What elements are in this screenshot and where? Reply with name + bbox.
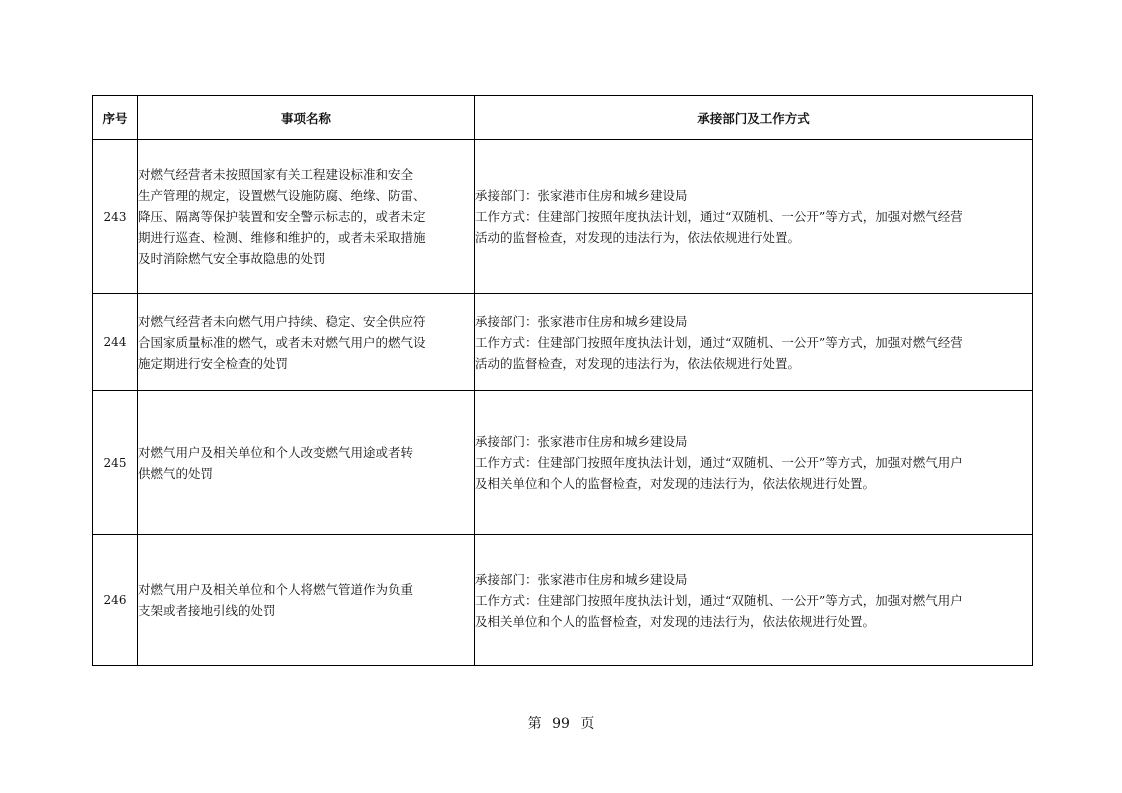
row-serial-number: 243 xyxy=(93,140,138,294)
header-serial-number: 序号 xyxy=(93,96,138,140)
item-text-line: 施定期进行安全检查的处罚 xyxy=(138,355,289,371)
dept-text-line: 工作方式：住建部门按照年度执法计划，通过“双随机、一公开”等方式，加强对燃气经营 xyxy=(475,209,963,224)
dept-text-line: 承接部门：张家港市住房和城乡建设局 xyxy=(475,571,688,587)
item-text-line: 对燃气用户及相关单位和个人改变燃气用途或者转 xyxy=(138,444,414,460)
item-text-line: 对燃气经营者未按照国家有关工程建设标准和安全 xyxy=(138,167,414,182)
item-text-line: 对燃气用户及相关单位和个人将燃气管道作为负重 xyxy=(138,582,414,597)
dept-text-line: 工作方式：住建部门按照年度执法计划，通过“双随机、一公开”等方式，加强对燃气经营 xyxy=(475,334,963,350)
matters-table xyxy=(92,95,1033,666)
item-text-line: 降压、隔离等保护装置和安全警示标志的，或者未定 xyxy=(138,209,426,224)
page-number-value: 99 xyxy=(552,716,570,732)
item-text-line: 对燃气经营者未向燃气用户持续、稳定、安全供应符 xyxy=(138,313,426,329)
item-text-line: 期进行巡查、检测、维修和维护的，或者未采取措施 xyxy=(138,230,426,245)
table-row xyxy=(93,535,1033,666)
item-text-line: 支架或者接地引线的处罚 xyxy=(138,603,276,618)
dept-text-line: 活动的监督检查，对发现的违法行为，依法依规进行处置。 xyxy=(475,355,801,371)
row-department-and-method xyxy=(475,535,1033,666)
row-serial-number: 244 xyxy=(93,294,138,391)
row-item-name xyxy=(138,294,475,391)
row-serial-number: 246 xyxy=(93,535,138,666)
dept-text-line: 承接部门：张家港市住房和城乡建设局 xyxy=(475,313,688,329)
table-row xyxy=(93,391,1033,535)
item-text-line: 供燃气的处罚 xyxy=(138,465,214,481)
table-header-row xyxy=(93,96,1033,140)
row-item-name xyxy=(138,535,475,666)
row-item-name xyxy=(138,140,475,294)
page-number xyxy=(0,713,1122,733)
page-number-prefix: 第 xyxy=(527,716,542,732)
dept-text-line: 及相关单位和个人的监督检查，对发现的违法行为，依法依规进行处置。 xyxy=(475,476,876,491)
item-text-line: 生产管理的规定，设置燃气设施防腐、绝缘、防雷、 xyxy=(138,188,426,203)
page-number-suffix: 页 xyxy=(580,716,595,732)
dept-text-line: 工作方式：住建部门按照年度执法计划，通过“双随机、一公开”等方式，加强对燃气用户 xyxy=(475,592,963,608)
dept-text-line: 及相关单位和个人的监督检查，对发现的违法行为，依法依规进行处置。 xyxy=(475,613,876,629)
row-serial-number: 245 xyxy=(93,391,138,535)
dept-text-line: 活动的监督检查，对发现的违法行为，依法依规进行处置。 xyxy=(475,230,801,245)
dept-text-line: 工作方式：住建部门按照年度执法计划，通过“双随机、一公开”等方式，加强对燃气用户 xyxy=(475,455,963,470)
dept-text-line: 承接部门：张家港市住房和城乡建设局 xyxy=(475,188,688,203)
row-department-and-method xyxy=(475,391,1033,535)
row-item-name xyxy=(138,391,475,535)
dept-text-line: 承接部门：张家港市住房和城乡建设局 xyxy=(475,434,688,449)
table-row xyxy=(93,140,1033,294)
row-department-and-method xyxy=(475,294,1033,391)
item-text-line: 及时消除燃气安全事故隐患的处罚 xyxy=(138,251,326,266)
item-text-line: 合国家质量标准的燃气，或者未对燃气用户的燃气设 xyxy=(138,334,426,350)
header-item-name: 事项名称 xyxy=(138,96,475,140)
header-department-and-method: 承接部门及工作方式 xyxy=(475,96,1033,140)
table-row xyxy=(93,294,1033,391)
row-department-and-method xyxy=(475,140,1033,294)
